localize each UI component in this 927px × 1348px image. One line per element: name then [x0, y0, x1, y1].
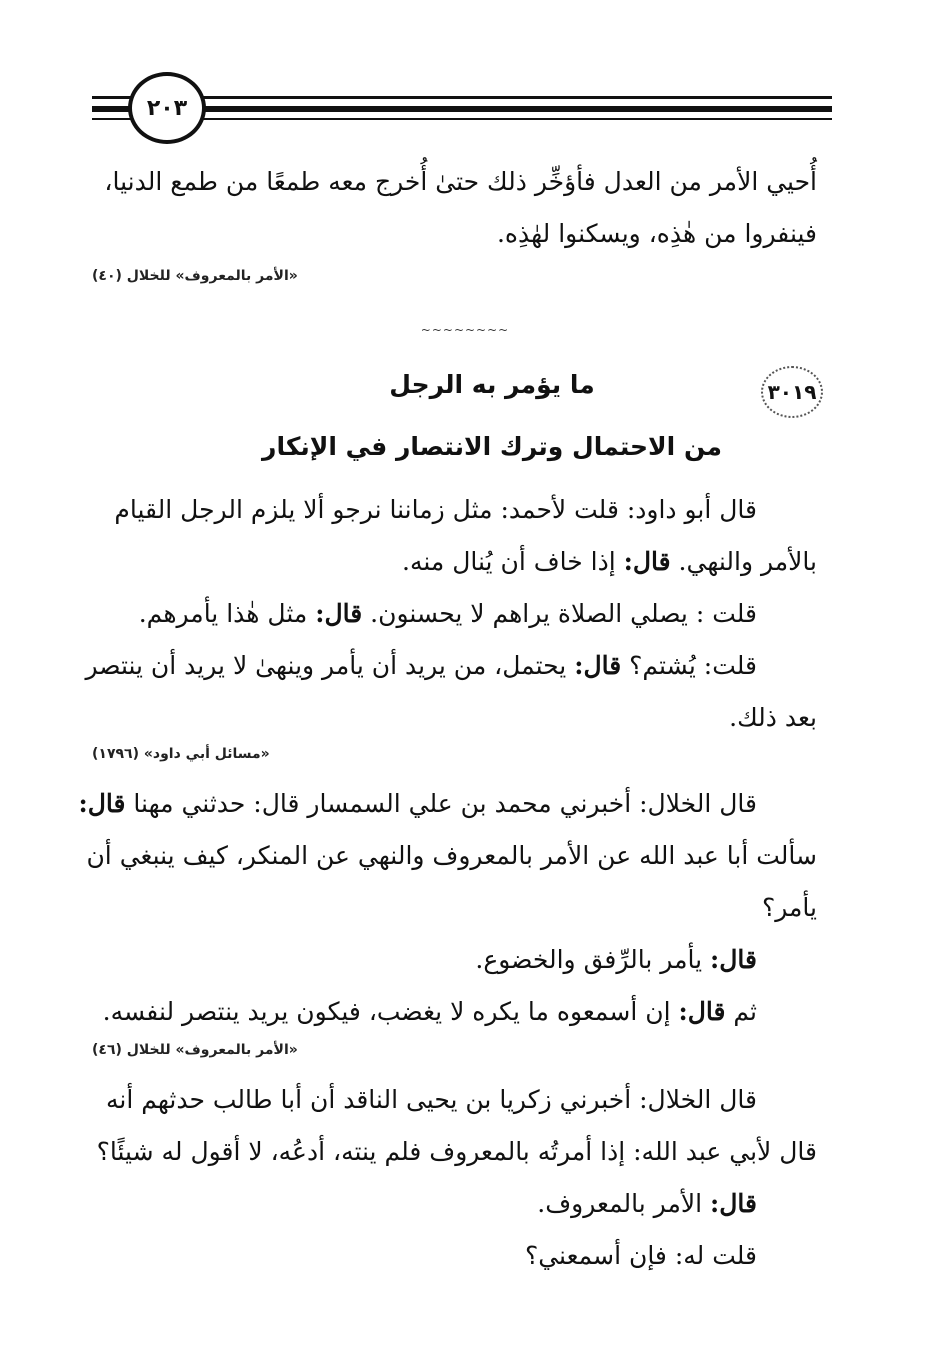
page-number: ٢٠٣ [128, 72, 206, 144]
text-line: أُحيي الأمر من العدل فأؤخِّر ذلك حتىٰ أُخرج معه طمعًا من طمع الدنيا، [104, 167, 817, 196]
speaker-label: قال: [78, 789, 126, 818]
text-line: قال الخلال: أخبرني زكريا بن يحيى الناقد أن أبا طالب حدثهم أنه [105, 1085, 757, 1114]
speaker-label: قال: [710, 945, 757, 974]
text-line [97, 536, 817, 588]
text-line: قال أبو داود: قلت لأحمد: مثل زماننا نرجو ألا يلزم الرجل القيام [114, 495, 757, 524]
paragraph-block [85, 484, 817, 744]
text-span: ثم [733, 997, 757, 1026]
text-line: بعد ذلك. [729, 703, 817, 732]
top-paragraph [97, 156, 817, 260]
text-span: قلت: يُشتم؟ [629, 651, 757, 680]
citation: «الأمر بالمعروف» للخلال (٤٦) [92, 1042, 298, 1058]
text-line [97, 588, 817, 640]
text-line [97, 934, 817, 986]
page-header [92, 72, 832, 152]
speaker-label: قال: [710, 1189, 757, 1218]
text-line: قلت له: فإن أسمعني؟ [524, 1241, 757, 1270]
text-line [85, 640, 817, 692]
text-span: يحتمل، من يريد أن يأمر وينهىٰ لا يريد أن ينتصر [85, 651, 567, 680]
section-title-line: من الاحتمال وترك الانتصار في الإنكار [262, 432, 722, 461]
section-subtitle [167, 432, 817, 461]
speaker-label: قال: [678, 997, 726, 1026]
text-span: قلت : يصلي الصلاة يراهم لا يحسنون. [370, 599, 757, 628]
text-line: قال لأبي عبد الله: إذا أمرتُه بالمعروف فلم ينته، أدعُه، لا أقول له شيئًا؟ [96, 1137, 817, 1166]
text-line: سألت أبا عبد الله عن الأمر بالمعروف والنهي عن المنكر، كيف ينبغي أن [86, 841, 817, 870]
speaker-label: قال: [623, 547, 671, 576]
text-span: قال الخلال: أخبرني محمد بن علي السمسار قال: حدثني مهنا [133, 789, 757, 818]
text-span: إن أسمعوه ما يكره لا يغضب، فيكون يريد ينتصر لنفسه. [102, 997, 671, 1026]
paragraph-block [78, 778, 817, 1038]
speaker-label: قال: [315, 599, 363, 628]
speaker-label: قال: [574, 651, 622, 680]
citation: «مسائل أبي داود» (١٧٩٦) [92, 746, 270, 762]
text-line: يأمر؟ [761, 893, 817, 922]
section-number: ٣٠١٩ [761, 366, 823, 418]
text-line [78, 778, 817, 830]
paragraph-block [97, 1074, 817, 1282]
text-line [97, 986, 817, 1038]
section-title [167, 370, 817, 399]
text-line [97, 1178, 817, 1230]
section-title-line: ما يؤمر به الرجل [389, 370, 595, 399]
citation: «الأمر بالمعروف» للخلال (٤٠) [92, 268, 298, 284]
ornament-divider: ~~~~~~~~ [420, 323, 510, 337]
text-span: الأمر بالمعروف. [537, 1189, 703, 1218]
text-span: إذا خاف أن يُنال منه. [402, 547, 616, 576]
text-span: مثل هٰذا يأمرهم. [138, 599, 308, 628]
text-line: فينفروا من هٰذِه، ويسكنوا لهٰذِه. [496, 219, 817, 248]
text-span: يأمر بالرِّفق والخضوع. [475, 945, 703, 974]
text-span: بالأمر والنهي. [678, 547, 817, 576]
